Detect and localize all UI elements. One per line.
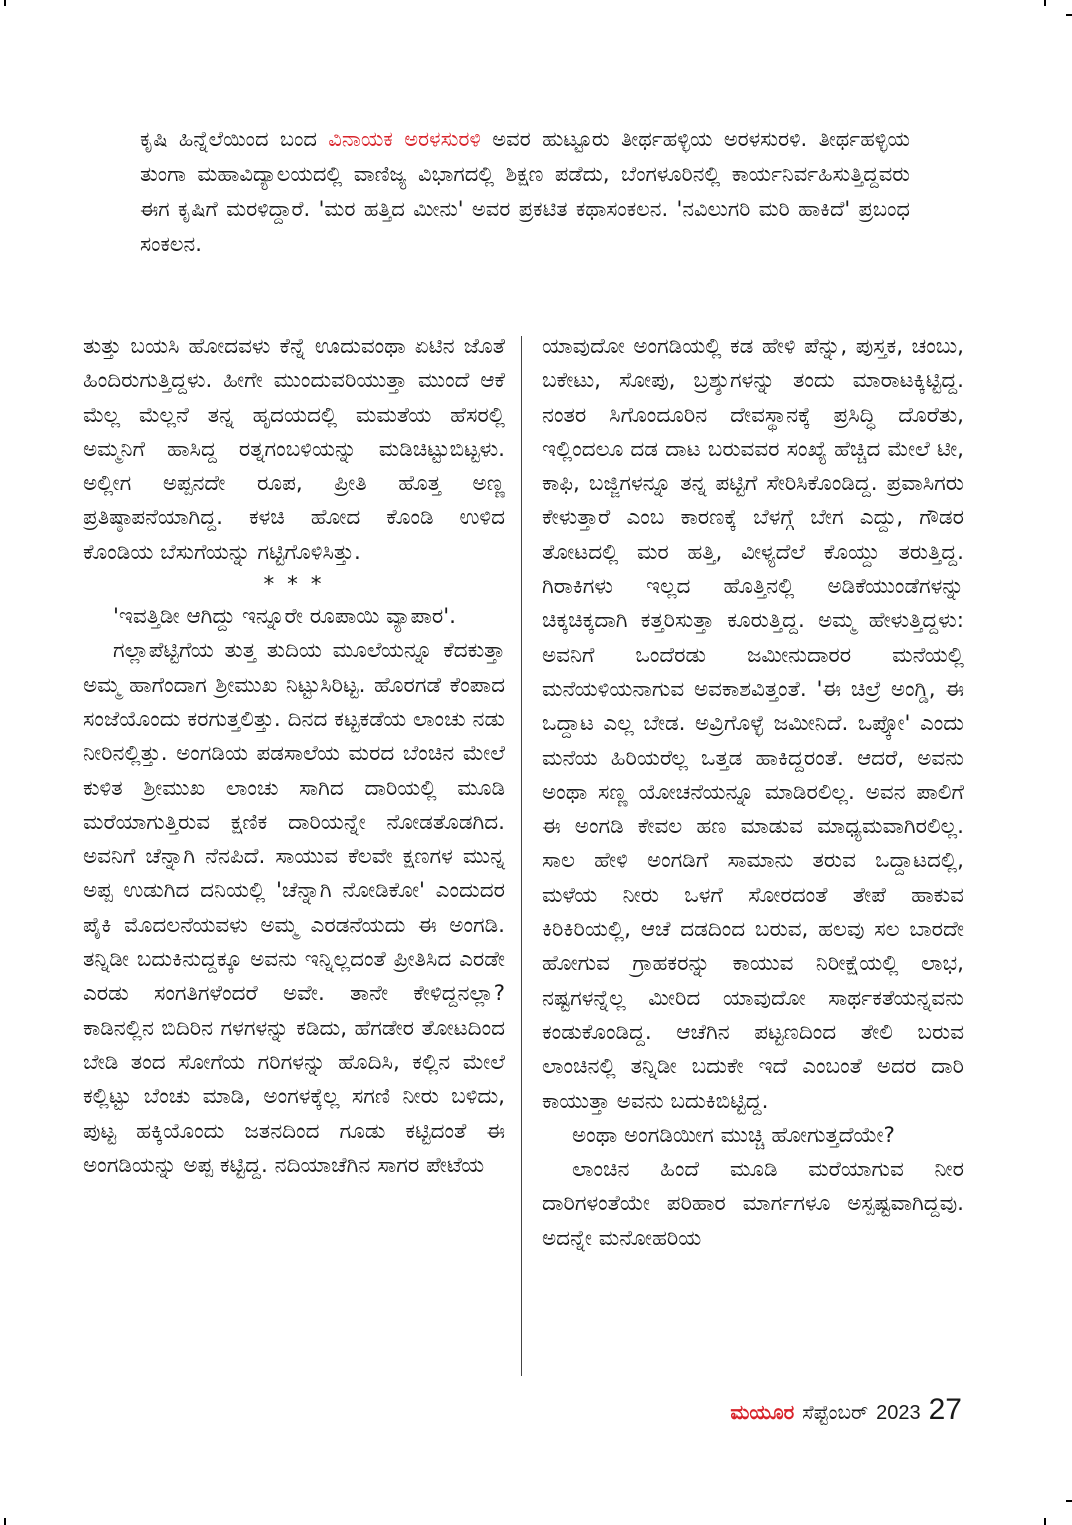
section-separator: * * * [263, 572, 325, 598]
column-divider [521, 336, 522, 1376]
crop-mark-bottom-right [1044, 1518, 1046, 1525]
magazine-logo: ಮಯೂರ [730, 1400, 795, 1424]
article-column-left [83, 330, 505, 1183]
crop-mark-top-left [4, 0, 6, 6]
article-column-right [542, 330, 964, 1256]
bio-intro: ಕೃಷಿ ಹಿನ್ನೆಲೆಯಿಂದ ಬಂದ [140, 127, 329, 151]
crop-mark-right-upper [1066, 14, 1072, 16]
crop-mark-bottom-left [4, 1518, 6, 1525]
bio-text: ಅವರ ಹುಟ್ಟೂರು ತೀರ್ಥಹಳ್ಳಿಯ ಅರಳಸುರಳಿ. ತೀರ್ಥಹಳ್ಳಿಯ ತುಂಗಾ ಮಹಾವಿದ್ಯಾಲಯದಲ್ಲಿ ವಾಣಿಜ್ಯ ವಿಭಾಗದಲ್ಲಿ ಶಿಕ್ಷಣ ಪಡೆದು, ಬೆಂಗಳೂರಿನಲ್ಲಿ ಕಾರ್ಯನಿರ್ವಹಿಸುತ್ತಿದ್ದವರು ಈಗ ಕೃಷಿಗೆ ಮರಳಿದ್ದಾರೆ. 'ಮರ ಹತ್ತಿದ ಮೀನು' ಅವರ ಪ್ರಕಟಿತ ಕಥಾಸಂಕಲನ. 'ನವಿಲುಗರಿ ಮರಿ ಹಾಕಿದೆ' ಪ್ರಬಂಧ ಸಂಕಲನ. [140, 127, 911, 256]
paragraph: ಲಾಂಚಿನ ಹಿಂದೆ ಮೂಡಿ ಮರೆಯಾಗುವ ನೀರ ದಾರಿಗಳಂತೆಯೇ ಪರಿಹಾರ ಮಾರ್ಗಗಳೂ ಅಸ್ಪಷ್ಟವಾಗಿದ್ದವು. ಅದನ್ನೇ ಮನೋಹರಿಯ [542, 1157, 964, 1251]
crop-mark-right-lower [1066, 1500, 1072, 1502]
author-name: ವಿನಾಯಕ ಅರಳಸುರಳಿ [328, 127, 481, 151]
paragraph: ಯಾವುದೋ ಅಂಗಡಿಯಲ್ಲಿ ಕಡ ಹೇಳಿ ಪೆನ್ನು, ಪುಸ್ತಕ, ಚಂಬು, ಬಕೇಟು, ಸೋಪು, ಬ್ರಶ್ಶುಗಳನ್ನು ತಂದು ಮಾರಾಟಕ್ಕಿಟ್ಟಿದ್ದ. ನಂತರ ಸಿಗೊಂದೂರಿನ ದೇವಸ್ಥಾನಕ್ಕೆ ಪ್ರಸಿದ್ಧಿ ದೊರೆತು, ಇಲ್ಲಿಂದಲೂ ದಡ ದಾಟ ಬರುವವರ ಸಂಖ್ಯೆ ಹೆಚ್ಚಿದ ಮೇಲೆ ಟೀ, ಕಾಫಿ, ಬಜ್ಜಿಗಳನ್ನೂ ತನ್ನ ಪಟ್ಟಿಗೆ ಸೇರಿಸಿಕೊಂಡಿದ್ದ. ಪ್ರವಾಸಿಗರು ಕೇಳುತ್ತಾರೆ ಎಂಬ ಕಾರಣಕ್ಕೆ ಬೆಳಗ್ಗೆ ಬೇಗ ಎದ್ದು, ಗೌಡರ ತೋಟದಲ್ಲಿ ಮರ ಹತ್ತಿ, ವೀಳ್ಯದೆಲೆ ಕೊಯ್ದು ತರುತ್ತಿದ್ದ. ಗಿರಾಕಿಗಳು ಇಲ್ಲದ ಹೊತ್ತಿನಲ್ಲಿ ಅಡಿಕೆಯುಂಡೆಗಳನ್ನು ಚಿಕ್ಕಚಿಕ್ಕದಾಗಿ ಕತ್ತರಿಸುತ್ತಾ ಕೂರುತ್ತಿದ್ದ. ಅಮ್ಮ ಹೇಳುತ್ತಿದ್ದಳು: ಅವನಿಗೆ ಒಂದೆರಡು ಜಮೀನುದಾರರ ಮನೆಯಲ್ಲಿ ಮನೆಯಳಿಯನಾಗುವ ಅವಕಾಶವಿತ್ತಂತೆ. 'ಈ ಚಿಲ್ರೆ ಅಂಗ್ಡಿ, ಈ ಒದ್ದಾಟ ಎಲ್ಲ ಬೇಡ. ಅವ್ರಿಗೊಳ್ಳೆ ಜಮೀನಿದೆ. ಒಪ್ಕೋ' ಎಂದು ಮನೆಯ ಹಿರಿಯರೆಲ್ಲ ಒತ್ತಡ ಹಾಕಿದ್ದರಂತೆ. ಆದರೆ, ಅವನು ಅಂಥಾ ಸಣ್ಣ ಯೋಚನೆಯನ್ನೂ ಮಾಡಿರಲಿಲ್ಲ. ಅವನ ಪಾಲಿಗೆ ಈ ಅಂಗಡಿ ಕೇವಲ ಹಣ ಮಾಡುವ ಮಾಧ್ಯಮವಾಗಿರಲಿಲ್ಲ. ಸಾಲ ಹೇಳಿ ಅಂಗಡಿಗೆ ಸಾಮಾನು ತರುವ ಒದ್ದಾಟದಲ್ಲಿ, ಮಳೆಯ ನೀರು ಒಳಗೆ ಸೋರದಂತೆ ತೇಪೆ ಹಾಕುವ ಕಿರಿಕಿರಿಯಲ್ಲಿ, ಆಚೆ ದಡದಿಂದ ಬರುವ, ಹಲವು ಸಲ ಬಾರದೇ ಹೋಗುವ ಗ್ರಾಹಕರನ್ನು ಕಾಯುವ ನಿರೀಕ್ಷೆಯಲ್ಲಿ ಲಾಭ, ನಷ್ಟಗಳನ್ನೆಲ್ಲ ಮೀರಿದ ಯಾವುದೋ ಸಾರ್ಥಕತೆಯನ್ನವನು ಕಂಡುಕೊಂಡಿದ್ದ. ಆಚೆಗಿನ ಪಟ್ಟಣದಿಂದ ತೇಲಿ ಬರುವ ಲಾಂಚಿನಲ್ಲಿ ತನ್ನಿಡೀ ಬದುಕೇ ಇದೆ ಎಂಬಂತೆ ಅದರ ದಾರಿ ಕಾಯುತ್ತಾ ಅವನು ಬದುಕಿಬಿಟ್ಟಿದ್ದ. [542, 334, 964, 1114]
paragraph: ಅಂಥಾ ಅಂಗಡಿಯೀಗ ಮುಚ್ಚಿ ಹೋಗುತ್ತದೆಯೇ? [572, 1122, 895, 1148]
paragraph: 'ಇವತ್ತಿಡೀ ಆಗಿದ್ದು ಇನ್ನೂರೇ ರೂಪಾಯಿ ವ್ಯಾಪಾರ'. [113, 604, 456, 630]
crop-mark-top-right [1044, 0, 1046, 6]
page-footer [730, 1393, 962, 1429]
paragraph: ಗಲ್ಲಾಪೆಟ್ಟಿಗೆಯ ತುತ್ತ ತುದಿಯ ಮೂಲೆಯನ್ನೂ ಕೆದಕುತ್ತಾ ಅಮ್ಮ ಹಾಗೆಂದಾಗ ಶ್ರೀಮುಖ ನಿಟ್ಟುಸಿರಿಟ್ಟ. ಹೊರಗಡೆ ಕೆಂಪಾದ ಸಂಜೆಯೊಂದು ಕರಗುತ್ತಲಿತ್ತು. ದಿನದ ಕಟ್ಟಕಡೆಯ ಲಾಂಚು ನಡು ನೀರಿನಲ್ಲಿತ್ತು. ಅಂಗಡಿಯ ಪಡಸಾಲೆಯ ಮರದ ಬೆಂಚಿನ ಮೇಲೆ ಕುಳಿತ ಶ್ರೀಮುಖ ಲಾಂಚು ಸಾಗಿದ ದಾರಿಯಲ್ಲಿ ಮೂಡಿ ಮರೆಯಾಗುತ್ತಿರುವ ಕ್ಷಣಿಕ ದಾರಿಯನ್ನೇ ನೋಡತೊಡಗಿದ. ಅವನಿಗೆ ಚೆನ್ನಾಗಿ ನೆನಪಿದೆ. ಸಾಯುವ ಕೆಲವೇ ಕ್ಷಣಗಳ ಮುನ್ನ ಅಪ್ಪ ಉಡುಗಿದ ದನಿಯಲ್ಲಿ 'ಚೆನ್ನಾಗಿ ನೋಡಿಕೋ' ಎಂದುದರ ಪೈಕಿ ಮೊದಲನೆಯವಳು ಅಮ್ಮ ಎರಡನೆಯದು ಈ ಅಂಗಡಿ. ತನ್ನಿಡೀ ಬದುಕಿನುದ್ದಕ್ಕೂ ಅವನು ಇನ್ನಿಲ್ಲದಂತೆ ಪ್ರೀತಿಸಿದ ಎರಡೇ ಎರಡು ಸಂಗತಿಗಳೆಂದರೆ ಅವೇ. ತಾನೇ ಕೇಳಿದ್ದನಲ್ಲಾ? ಕಾಡಿನಲ್ಲಿನ ಬಿದಿರಿನ ಗಳಗಳನ್ನು ಕಡಿದು, ಹೆಗಡೇರ ತೋಟದಿಂದ ಬೇಡಿ ತಂದ ಸೋಗೆಯ ಗರಿಗಳನ್ನು ಹೊದಿಸಿ, ಕಲ್ಲಿನ ಮೇಲೆ ಕಲ್ಲಿಟ್ಟು ಬೆಂಚು ಮಾಡಿ, ಅಂಗಳಕ್ಕೆಲ್ಲ ಸಗಣಿ ನೀರು ಬಳಿದು, ಪುಟ್ಟ ಹಕ್ಕಿಯೊಂದು ಜತನದಿಂದ ಗೂಡು ಕಟ್ಟಿದಂತೆ ಈ ಅಂಗಡಿಯನ್ನು ಅಪ್ಪ ಕಟ್ಟಿದ್ದ. ನದಿಯಾಚೆಗಿನ ಸಾಗರ ಪೇಟೆಯ [83, 638, 505, 1178]
author-bio [140, 122, 910, 262]
page-number: 27 [928, 1393, 962, 1426]
issue-month: ಸೆಪ್ಟೆಂಬರ್ [802, 1400, 869, 1424]
paragraph: ತುತ್ತು ಬಯಸಿ ಹೋದವಳು ಕೆನ್ನೆ ಊದುವಂಥಾ ಏಟಿನ ಜೊತೆ ಹಿಂದಿರುಗುತ್ತಿದ್ದಳು. ಹೀಗೇ ಮುಂದುವರಿಯುತ್ತಾ ಮುಂದೆ ಆಕೆ ಮೆಲ್ಲ ಮೆಲ್ಲನೆ ತನ್ನ ಹೃದಯದಲ್ಲಿ ಮಮತೆಯ ಹೆಸರಲ್ಲಿ ಅಮ್ಮನಿಗೆ ಹಾಸಿದ್ದ ರತ್ನಗಂಬಳಿಯನ್ನು ಮಡಿಚಿಟ್ಟುಬಿಟ್ಟಳು. ಅಲ್ಲೀಗ ಅಪ್ಪನದೇ ರೂಪ, ಪ್ರೀತಿ ಹೊತ್ತ ಅಣ್ಣ ಪ್ರತಿಷ್ಠಾಪನೆಯಾಗಿದ್ದ. ಕಳಚಿ ಹೋದ ಕೊಂಡಿ ಉಳಿದ ಕೊಂಡಿಯ ಬೆಸುಗೆಯನ್ನು ಗಟ್ಟಿಗೊಳಿಸಿತ್ತು. [83, 334, 505, 565]
issue-year: 2023 [876, 1402, 921, 1424]
